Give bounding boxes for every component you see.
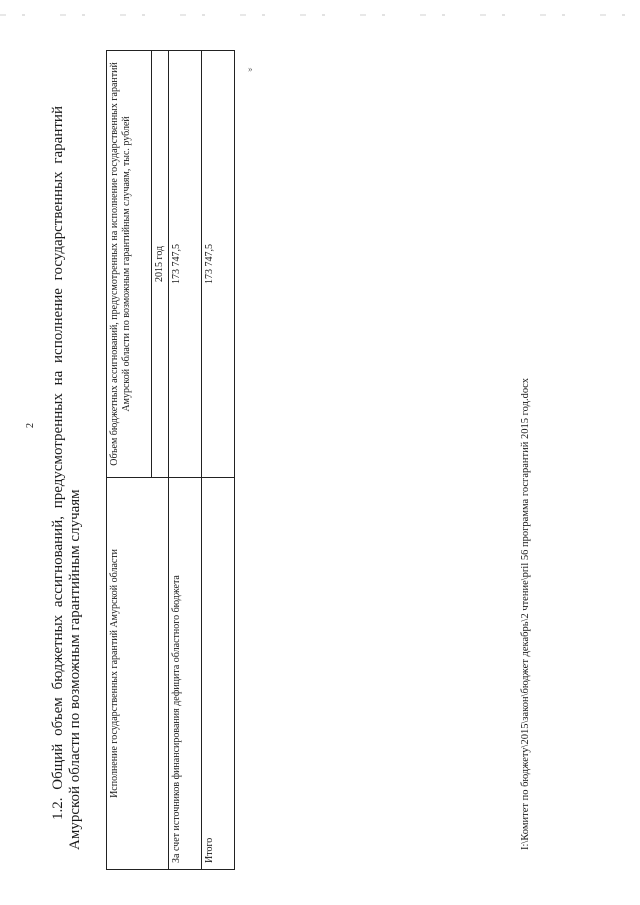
row-label: За счет источников финансирования дефицита областного бюджета <box>169 477 202 869</box>
guarantees-table <box>106 50 235 870</box>
margin-mark: » <box>248 64 253 74</box>
row-value: 173 747,5 <box>169 51 202 478</box>
rotated-page-content <box>40 10 600 870</box>
heading-line-2: Амурской области по возможным гарантийным случаям <box>67 489 83 850</box>
header-col2: Объем бюджетных ассигнований, предусмотренных на исполнение государственных гарантий Амурской области по возможным гарантийным случаям, тыс. рублей <box>107 51 152 478</box>
table-row <box>202 51 235 870</box>
row-value: 173 747,5 <box>202 51 235 478</box>
heading-line-1: 1.2. Общий объем бюджетных ассигнований, предусмотренных на исполнение государственных гарантий <box>50 106 66 820</box>
page-number: 2 <box>25 423 36 428</box>
table-header-row <box>107 51 152 870</box>
header-year: 2015 год <box>152 51 169 478</box>
table-row <box>169 51 202 870</box>
section-heading <box>50 50 84 850</box>
footer-file-path: I:\Комитет по бюджету\2015\закон\бюджет декабрь\2 чтение\pril 56 программа госгарантий 2015 год.docx <box>520 378 531 850</box>
header-col1: Исполнение государственных гарантий Амурской области <box>107 477 169 869</box>
row-label: Итого <box>202 477 235 869</box>
